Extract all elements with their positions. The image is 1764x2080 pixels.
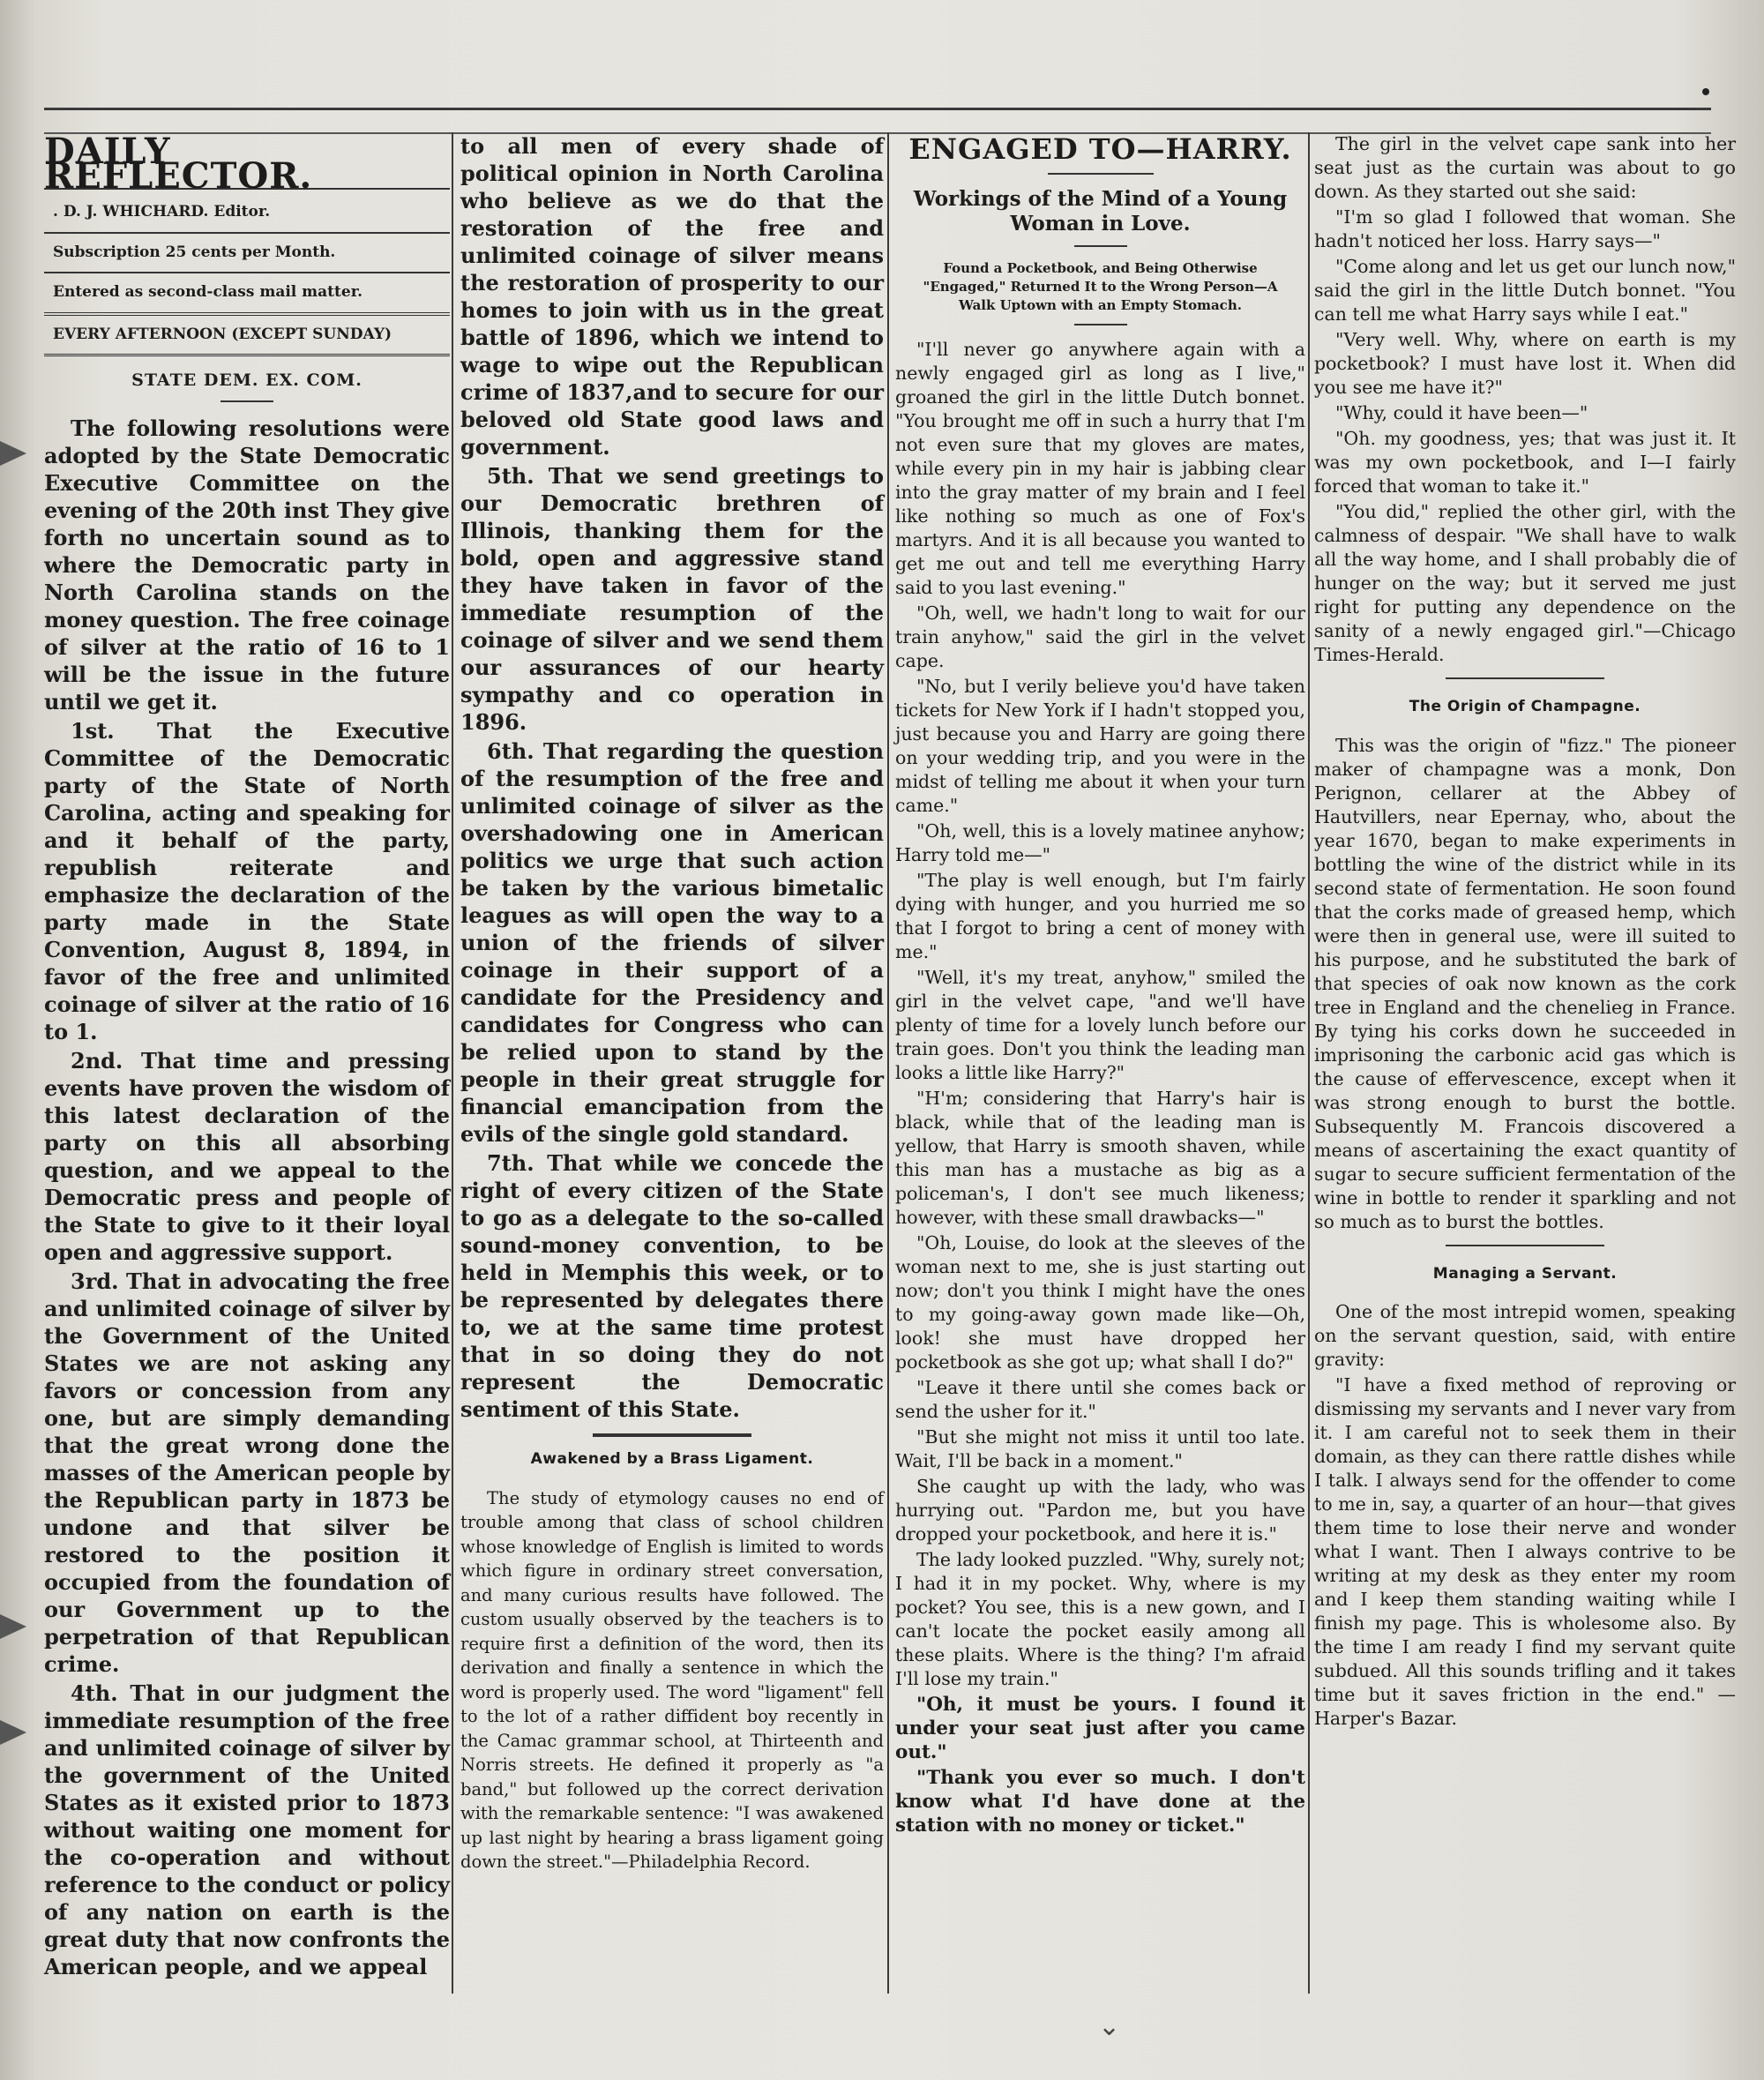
paragraph: "I'll never go anywhere again with a newly engaged girl as long as I live," groaned the girl in the little Dutch bonnet. "You brought me off in such a hurry that I'm not even sure that my gloves are mates, while every pin in my hair is jabbing clear into the gray matter of my brain and I feel like nothing so much as one of Fox's martyrs. And it is all because you wanted to get me out and tell me everything Harry said to you last evening." (895, 338, 1305, 598)
state-dem-body (44, 415, 450, 1980)
paragraph: 2nd. That time and pressing events have proven the wisdom of this latest declaration of the party on this all absorbing question, and we appeal to the Democratic press and people of the State to give to it their loyal open and aggressive support. (44, 1047, 450, 1265)
harry-body (895, 338, 1305, 1837)
column-3 (895, 132, 1305, 1839)
paragraph: The girl in the velvet cape sank into her seat just as the curtain was about to go down. As they started out she said: (1314, 133, 1736, 202)
paragraph: "Oh. my goodness, yes; that was just it. It was my own pocketbook, and I—I fairly forced that woman to take it." (1314, 428, 1736, 497)
harry-title: ENGAGED TO—HARRY. (908, 132, 1292, 166)
masthead-title: DAILY REFLECTOR. (44, 131, 313, 197)
paragraph: "Oh, it must be yours. I found it under your seat just after you came out." (895, 1693, 1305, 1763)
paragraph: 5th. That we send greetings to our Democratic brethren of Illinois, thanking them for the bold, open and aggressive stand they have taken in favor of the immediate resumption of the coinage of silver and we send them our assurances of our hearty sympathy and co operation in 1896. (460, 463, 884, 735)
paragraph: The study of etymology causes no end of trouble among that class of school children whose knowledge of English is limited to words which figure in ordinary street conversation, and many curious results have followed. The custom usually observed by the teachers is to require first a definition of the word, then its derivation and finally a sentence in which the word is properly used. The word "ligament" fell to the lot of a rather diffident boy recently in the Camac grammar school, at Thirteenth and Norris streets. He defined it properly as "a band," but followed up the correct derivation with the remarkable sentence: "I was awakened up last night by hearing a brass ligament going down the street."—Philadelphia Record. (460, 1487, 884, 1872)
paragraph: The following resolutions were adopted by the State Democratic Executive Committee on the evening of the 20th inst They give forth no uncertain sound as to where the Democratic party in North Carolina stands on the money question. The free coinage of silver at the ratio of 16 to 1 will be the issue in the future until we get it. (44, 415, 450, 715)
edge-mark (0, 1720, 26, 1745)
state-dem-continued (460, 132, 884, 1423)
paragraph: One of the most intrepid women, speaking on the servant question, said, with entire gravity: (1314, 1301, 1736, 1370)
paragraph: "Well, it's my treat, anyhow," smiled the girl in the velvet cape, "and we'll have plenty of time for a lovely lunch before our train goes. Don't you think the leading man looks a little like Harry?" (895, 966, 1305, 1083)
paragraph: "I'm so glad I followed that woman. She hadn't noticed her loss. Harry says—" (1314, 206, 1736, 251)
paragraph: 4th. That in our judgment the immediate resumption of the free and unlimited coinage of silver by the government of the United States as it existed prior to 1873 without waiting one moment for the co-operation and without reference to the conduct or policy of any nation on earth is the great duty that now confronts the American people, and we appeal (44, 1680, 450, 1979)
article-divider (1446, 1245, 1604, 1246)
edge-mark (0, 1614, 26, 1639)
paragraph: "Oh, well, we hadn't long to wait for our train anyhow," said the girl in the velvet cape. (895, 602, 1305, 671)
harry-continued (1314, 132, 1736, 667)
harry-subtitle: Workings of the Mind of a Young Woman in Love. (913, 186, 1288, 236)
editor-line: . D. J. WHICHARD. Editor. (44, 188, 450, 232)
paragraph: 7th. That while we concede the right of every citizen of the State to go as a delegate to the so-called sound-money convention, to be held in Memphis this week, or to be represented by delegates there to, we at the same time protest that in so doing they do not represent the Democratic sentiment of this State. (460, 1150, 884, 1422)
fold-mark: ⌄ (1098, 2011, 1121, 2042)
paragraph: 1st. That the Executive Committee of the Democratic party of the State of North Carolina, acting and speaking for and it behalf of the party, republish reiterate and emphasize the declaration of the party made in the State Convention, August 8, 1894, in favor of the free and unlimited coinage of silver at the ratio of 16 to 1. (44, 717, 450, 1044)
paragraph: "Very well. Why, where on earth is my pocketbook? I must have lost it. When did you see me have it?" (1314, 329, 1736, 398)
paragraph: The lady looked puzzled. "Why, surely not; I had it in my pocket. Why, where is my pocket? You see, this is a new gown, and I can't locate the pocket easily among all these plaits. Where is the thing? I'm afraid I'll lose my train." (895, 1548, 1305, 1689)
paragraph: "Thank you ever so much. I don't know what I'd have done at the station with no money or ticket." (895, 1766, 1305, 1837)
paragraph: "I have a fixed method of reproving or dismissing my servants and I never vary from it. I am careful not to seek them in their domain, as they can there rattle dishes while I talk. I always send for the offender to come to me in, say, a quarter of an hour—that gives them time to lose their nerve and wonder what I want. Then I always contrive to be writing at my desk as they enter my room and I keep them standing waiting while I finish my page. This is wholesome also. By the time I am ready I find my servant quite subdued. All this sounds trifling and it takes time but it saves friction in the end." — Harper's Bazar. (1314, 1374, 1736, 1729)
top-rule (44, 108, 1711, 110)
paragraph: "You did," replied the other girl, with the calmness of despair. "We shall have to walk all the way home, and I shall probably die of hunger on the way; but it served me just right for putting any dependence on the sanity of a newly engaged girl."—Chicago Times-Herald. (1314, 501, 1736, 665)
paragraph: "The play is well enough, but I'm fairly dying with hunger, and you hurried me so that I forgot to bring a cent of money with me." (895, 869, 1305, 962)
champagne-body (1314, 734, 1736, 1234)
edge-mark (0, 441, 26, 466)
page-mark (1702, 88, 1709, 95)
paragraph: 3rd. That in advocating the free and unlimited coinage of silver by the Government of the United States we are not asking any favors or concession from any one, but are simply demanding that the great wrong done the masses of the American people by the Republican party in 1873 be undone and that silver be restored to the position it occupied from the foundation of our Government up to the perpetration of that Republican crime. (44, 1268, 450, 1677)
heading-rule (220, 400, 273, 402)
column-2 (460, 132, 884, 1876)
paragraph: "Oh, well, this is a lovely matinee anyhow; Harry told me—" (895, 819, 1305, 865)
paragraph: to all men of every shade of political opinion in North Carolina who believe as we do that the restoration of the free and unlimited coinage of silver means the restoration of prosperity to our homes to join with us in the great battle of 1896, which we intend to wage to wipe out the Republican crime of 1837,and to secure for our beloved old State good laws and government. (460, 133, 884, 460)
harry-deck: Found a Pocketbook, and Being Otherwise "Engaged," Returned It to the Wrong Person—A Walk Uptown with an Empty Stomach. (923, 259, 1278, 313)
column-divider (1308, 132, 1310, 1994)
column-4 (1314, 132, 1736, 1732)
paragraph: "No, but I verily believe you'd have taken tickets for New York if I hadn't stopped you, just because you and Harry are going there on your wedding trip, and you were in the midst of telling me about it when your turn came." (895, 675, 1305, 816)
column-divider (887, 132, 889, 1994)
article-divider (593, 1433, 751, 1437)
column-divider (452, 132, 453, 1994)
title-rule (1048, 173, 1154, 175)
article-divider (1446, 677, 1604, 679)
paragraph: She caught up with the lady, who was hurrying out. "Pardon me, but you have dropped your pocketbook, and here it is." (895, 1475, 1305, 1545)
column-1 (44, 132, 450, 1982)
subtitle-rule (1074, 245, 1127, 247)
champagne-heading: The Origin of Champagne. (1409, 698, 1641, 715)
mail-line: Entered as second-class mail matter. (44, 272, 450, 312)
paragraph: "But she might not miss it until too late. Wait, I'll be back in a moment." (895, 1425, 1305, 1471)
paragraph: "Come along and let us get our lunch now," said the girl in the little Dutch bonnet. "You can tell me what Harry says while I eat." (1314, 256, 1736, 325)
paragraph: "Oh, Louise, do look at the sleeves of the woman next to me, she is just starting out now; don't you think I might have the ones to my going-away gown made like—Oh, look! she must have dropped her pocketbook as she got up; what shall I do?" (895, 1231, 1305, 1373)
servant-body (1314, 1300, 1736, 1731)
brass-heading: Awakened by a Brass Ligament. (530, 1450, 814, 1468)
paragraph: "Leave it there until she comes back or send the usher for it." (895, 1376, 1305, 1422)
paragraph: 6th. That regarding the question of the resumption of the free and unlimited coinage of silver as the overshadowing one in American politics we urge that such action be taken by the various bimetalic leagues as will open the way to a union of the friends of silver coinage in their support of a candidate for the Presidency and candidates for Congress who can be relied upon to stand by the people in their great struggle for financial emancipation from the evils of the single gold standard. (460, 738, 884, 1147)
state-dem-heading: STATE DEM. EX. COM. (44, 354, 450, 393)
schedule-line: EVERY AFTERNOON (EXCEPT SUNDAY) (44, 312, 450, 355)
brass-body (460, 1486, 884, 1874)
paragraph: "Why, could it have been—" (1335, 402, 1588, 423)
subscription-line: Subscription 25 cents per Month. (44, 232, 450, 273)
paragraph: This was the origin of "fizz." The pioneer maker of champagne was a monk, Don Perignon, cellarer at the Abbey of Hautvillers, near Epernay, who, about the year 1670, began to make experiments in bottling the wine of the district while in its second state of fermentation. He soon found that the corks made of greased hemp, which were then in general use, were ill suited to his purpose, and he substituted the bark of that species of oak now known as the cork tree in England and the chenelieg in France. By tying his corks down he succeeded in imprisoning the carbonic acid gas which is the cause of effervescence, except when it was strong enough to burst the bottle. Subsequently M. Francois discovered a means of ascertaining the exact quantity of sugar to secure sufficient fermentation of the wine in bottle to render it sparkling and not so much as to burst the bottles. (1314, 734, 1736, 1232)
servant-heading: Managing a Servant. (1432, 1264, 1618, 1283)
deck-rule (1074, 324, 1127, 325)
paragraph: "H'm; considering that Harry's hair is black, while that of the leading man is yellow, that Harry is smooth shaven, while this man has a mustache as big as a policeman's, I don't see much likeness; however, with these small drawbacks—" (895, 1087, 1305, 1228)
